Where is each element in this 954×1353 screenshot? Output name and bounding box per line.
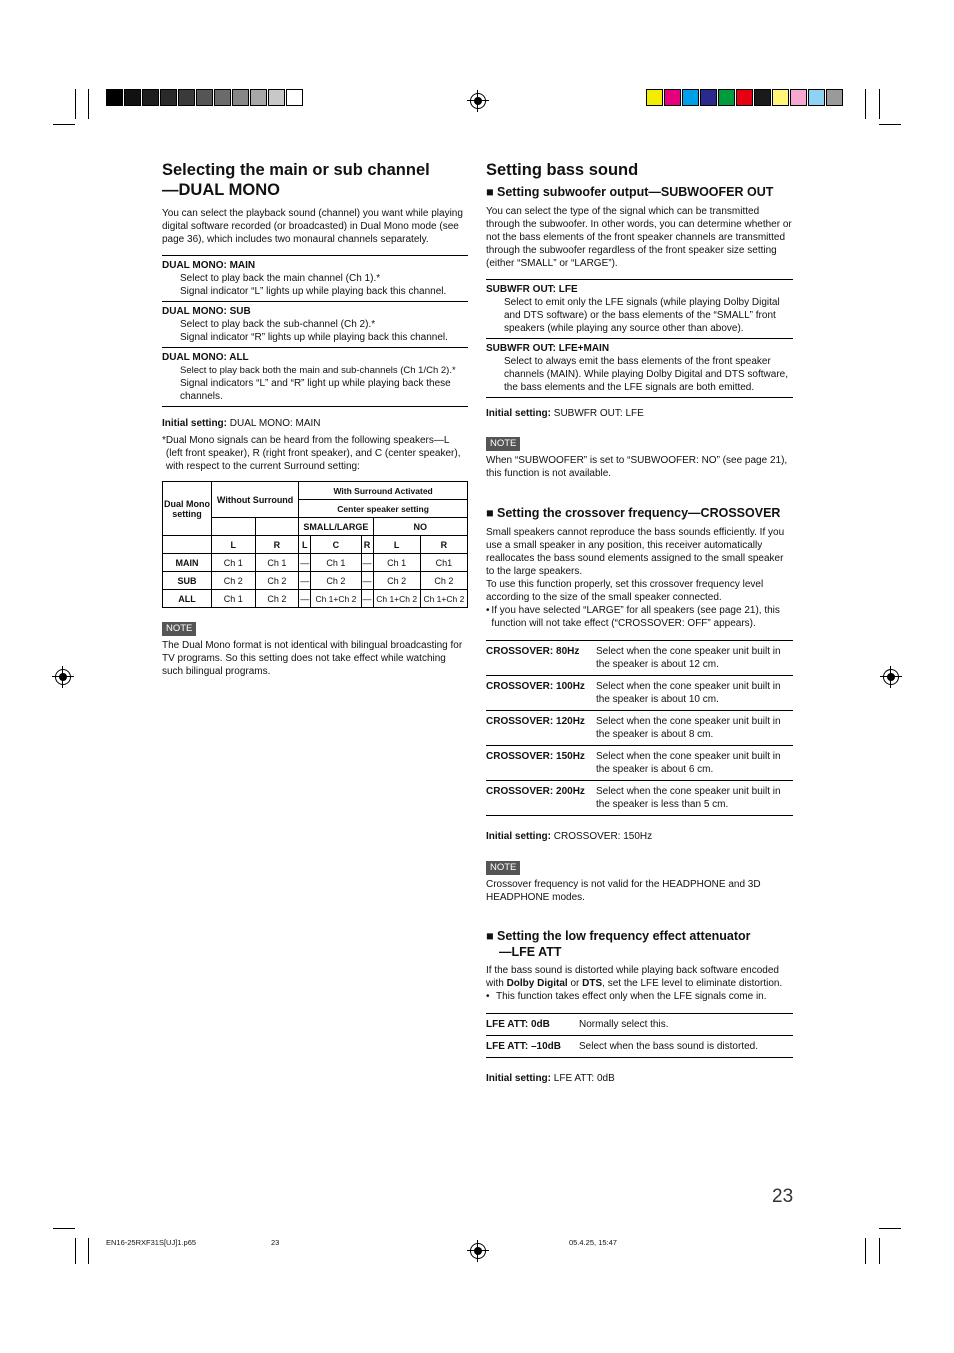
setting-row: CROSSOVER: 200Hz Select when the cone speaker unit built in the speaker is less than 5 cm. — [486, 780, 793, 815]
table-col-header: R — [361, 536, 373, 554]
subsection-heading: ■ Setting the low frequency effect attenuator — [486, 929, 751, 943]
color-swatch — [142, 89, 159, 106]
crop-mark — [865, 89, 866, 119]
setting-entry — [162, 255, 468, 301]
table-header: With Surround Activated — [299, 482, 468, 500]
registration-mark-icon — [470, 1243, 486, 1259]
table-col-header: R — [420, 536, 467, 554]
crop-mark — [879, 1238, 880, 1264]
color-calibration-bar — [646, 89, 844, 106]
table-header: Center speaker setting — [299, 500, 468, 518]
table-cell: Ch 1+Ch 2 — [373, 590, 420, 608]
setting-key: DUAL MONO: SUB — [162, 306, 251, 317]
table-cell: Ch 2 — [420, 572, 467, 590]
grayscale-calibration-bar — [106, 89, 304, 106]
footer-page: 23 — [271, 1238, 280, 1247]
color-swatch — [754, 89, 771, 106]
table-col-header: L — [212, 536, 256, 554]
table-cell: Ch 2 — [311, 572, 361, 590]
table-col-header: L — [299, 536, 311, 554]
color-swatch — [682, 89, 699, 106]
setting-list — [162, 255, 468, 407]
note-text: Crossover frequency is not valid for the HEADPHONE and 3D HEADPHONE modes. — [486, 879, 761, 903]
table-cell: — — [299, 572, 311, 590]
color-swatch — [232, 89, 249, 106]
color-swatch — [214, 89, 231, 106]
footer-file: EN16-25RXF31S[UJ]1.p65 — [106, 1238, 197, 1247]
color-swatch — [268, 89, 285, 106]
table-cell: — — [361, 590, 373, 608]
bullet-item: • If you have selected “LARGE” for all speakers (see page 21), this function will not take effect (“CROSSOVER: OFF” appears). — [486, 605, 780, 629]
setting-row: LFE ATT: –10dB Select when the bass sound is distorted. — [486, 1035, 793, 1057]
setting-list — [486, 279, 793, 398]
subsection-heading: ■ Setting subwoofer output—SUBWOOFER OUT — [486, 185, 774, 199]
intro-paragraph: To use this function properly, set this crossover frequency level according to the size of the small speaker connected. — [486, 579, 764, 603]
note-badge: NOTE — [486, 437, 520, 451]
table-header: Dual Mono setting — [163, 482, 212, 536]
registration-mark-icon — [470, 93, 486, 109]
note-badge: NOTE — [162, 622, 196, 636]
color-swatch — [646, 89, 663, 106]
subsection-heading: ■ Setting the crossover frequency—CROSSOVER — [486, 506, 781, 520]
crop-mark — [53, 1228, 75, 1229]
setting-row: LFE ATT: 0dB Normally select this. — [486, 1013, 793, 1035]
subsection-heading-cont: —LFE ATT — [499, 945, 562, 959]
table-cell: Ch 2 — [212, 572, 256, 590]
initial-setting: Initial setting: DUAL MONO: MAIN — [162, 418, 321, 429]
crossover-list — [486, 640, 793, 816]
table-cell: Ch 1 — [373, 554, 420, 572]
table-row: ALL Ch 1 Ch 2 — Ch 1+Ch 2 — Ch 1+Ch 2 Ch 1+Ch 2 — [163, 590, 468, 608]
crop-mark — [865, 1238, 866, 1264]
section-title: Setting bass sound — [486, 161, 639, 179]
color-swatch — [196, 89, 213, 106]
initial-setting: Initial setting: CROSSOVER: 150Hz — [486, 831, 653, 842]
table-row: SUB Ch 2 Ch 2 — Ch 2 — Ch 2 Ch 2 — [163, 572, 468, 590]
table-cell: — — [361, 572, 373, 590]
table-cell: Ch 2 — [255, 590, 299, 608]
crop-mark — [75, 89, 76, 119]
table-cell: — — [299, 590, 311, 608]
table-cell: — — [361, 554, 373, 572]
setting-entry: SUBWFR OUT: LFE+MAIN Select to always emit the bass elements of the front speaker channels (MAIN). While playing Dolby Digital and DTS software, the bass elements and the LFE signals are both emitted. — [486, 338, 793, 397]
table-cell: Ch 1 — [212, 554, 256, 572]
setting-desc: Signal indicator “R” lights up while playing back this channel. — [180, 332, 448, 343]
initial-setting: Initial setting: SUBWFR OUT: LFE — [486, 408, 644, 419]
table-col-header: C — [311, 536, 361, 554]
color-swatch — [664, 89, 681, 106]
color-swatch — [736, 89, 753, 106]
intro-paragraph: If the bass sound is distorted while playing back software encoded with Dolby Digital or DTS, set the LFE level to eliminate distortion. — [486, 965, 783, 989]
table-col-header: L — [373, 536, 420, 554]
setting-row: CROSSOVER: 80Hz Select when the cone speaker unit built in the speaker is about 12 cm. — [486, 640, 793, 675]
color-swatch — [106, 89, 123, 106]
crop-mark — [75, 1238, 76, 1264]
section-title: Selecting the main or sub channel — [162, 161, 430, 179]
color-swatch — [286, 89, 303, 106]
color-swatch — [790, 89, 807, 106]
table-cell: Ch1 — [420, 554, 467, 572]
color-swatch — [700, 89, 717, 106]
table-cell: Ch 2 — [255, 572, 299, 590]
setting-key: DUAL MONO: ALL — [162, 352, 249, 363]
table-cell: Ch 1 — [212, 590, 256, 608]
note-text: The Dual Mono format is not identical with bilingual broadcasting for TV programs. So this setting does not take effect while watching such bilingual programs. — [162, 640, 463, 677]
setting-entry — [162, 347, 468, 406]
table-cell: Ch 1 — [255, 554, 299, 572]
registration-mark-icon — [55, 669, 71, 685]
intro-paragraph: You can select the type of the signal which can be transmitted through the subwoofer. In other words, you can determine whether or not the bass elements of the front speaker channels are transmitted through the subwoofer regardless of the front speaker size setting (either “SMALL” or “LARGE”). — [486, 206, 792, 269]
table-header: NO — [373, 518, 467, 536]
left-column — [162, 160, 468, 678]
setting-desc: Select to play back both the main and sub-channels (Ch 1/Ch 2).* — [180, 365, 456, 376]
footnote: * Dual Mono signals can be heard from the following speakers—L (left front speaker), R (right front speaker), and C (center speaker), with respect to the current Surround setting: — [162, 435, 461, 472]
crop-mark — [879, 89, 880, 119]
crop-mark — [879, 1228, 901, 1229]
setting-desc: Signal indicators “L” and “R” light up while playing back these channels. — [180, 378, 451, 402]
table-cell: — — [299, 554, 311, 572]
crop-mark — [88, 89, 89, 119]
color-swatch — [826, 89, 843, 106]
table-column-row — [163, 536, 468, 554]
table-cell: Ch 1 — [311, 554, 361, 572]
table-cell: Ch 1+Ch 2 — [420, 590, 467, 608]
intro-paragraph: You can select the playback sound (channel) you want while playing digital software recorded (or broadcasted) in Dual Mono mode (see page 36), which includes two monaural channels separately. — [162, 208, 463, 245]
setting-desc: Select to play back the main channel (Ch 1).* — [180, 273, 381, 284]
dual-mono-table — [162, 481, 468, 608]
color-swatch — [160, 89, 177, 106]
setting-entry — [162, 301, 468, 347]
page-number: 23 — [772, 1186, 794, 1207]
note-badge: NOTE — [486, 861, 520, 875]
table-header: SMALL/LARGE — [299, 518, 373, 536]
lfe-list — [486, 1013, 793, 1058]
right-column — [486, 160, 793, 1085]
setting-desc: Signal indicator “L” lights up while playing back this channel. — [180, 286, 447, 297]
crop-mark — [879, 124, 901, 125]
table-header: Without Surround — [212, 482, 299, 518]
color-swatch — [124, 89, 141, 106]
initial-setting: Initial setting: LFE ATT: 0dB — [486, 1073, 615, 1084]
setting-desc: Select to play back the sub-channel (Ch 2).* — [180, 319, 376, 330]
table-col-header: R — [255, 536, 299, 554]
table-cell: Ch 1+Ch 2 — [311, 590, 361, 608]
registration-mark-icon — [883, 669, 899, 685]
color-swatch — [178, 89, 195, 106]
bullet-item: • This function takes effect only when the LFE signals come in. — [486, 991, 767, 1002]
footer-date: 05.4.25, 15:47 — [569, 1238, 617, 1247]
intro-paragraph: Small speakers cannot reproduce the bass sounds efficiently. If you use a small speaker in any position, this receiver automatically reallocates the bass sound elements assigned to the small speaker to the large speakers. — [486, 527, 785, 577]
table-cell: Ch 2 — [373, 572, 420, 590]
setting-row: CROSSOVER: 100Hz Select when the cone speaker unit built in the speaker is about 10 cm. — [486, 675, 793, 710]
color-swatch — [772, 89, 789, 106]
crop-mark — [53, 124, 75, 125]
setting-row: CROSSOVER: 150Hz Select when the cone speaker unit built in the speaker is about 6 cm. — [486, 745, 793, 780]
note-text: When “SUBWOOFER” is set to “SUBWOOFER: NO” (see page 21), this function is not available. — [486, 455, 788, 479]
setting-row: CROSSOVER: 120Hz Select when the cone speaker unit built in the speaker is about 8 cm. — [486, 710, 793, 745]
setting-key: DUAL MONO: MAIN — [162, 260, 256, 271]
section-subtitle: —DUAL MONO — [162, 181, 280, 199]
setting-entry: SUBWFR OUT: LFE Select to emit only the LFE signals (while playing Dolby Digital and DTS software) or the bass elements of the “SMALL” front speakers (while playing any source other than above). — [486, 279, 793, 338]
color-swatch — [250, 89, 267, 106]
color-swatch — [718, 89, 735, 106]
table-row: MAIN Ch 1 Ch 1 — Ch 1 — Ch 1 Ch1 — [163, 554, 468, 572]
crop-mark — [88, 1238, 89, 1264]
color-swatch — [808, 89, 825, 106]
